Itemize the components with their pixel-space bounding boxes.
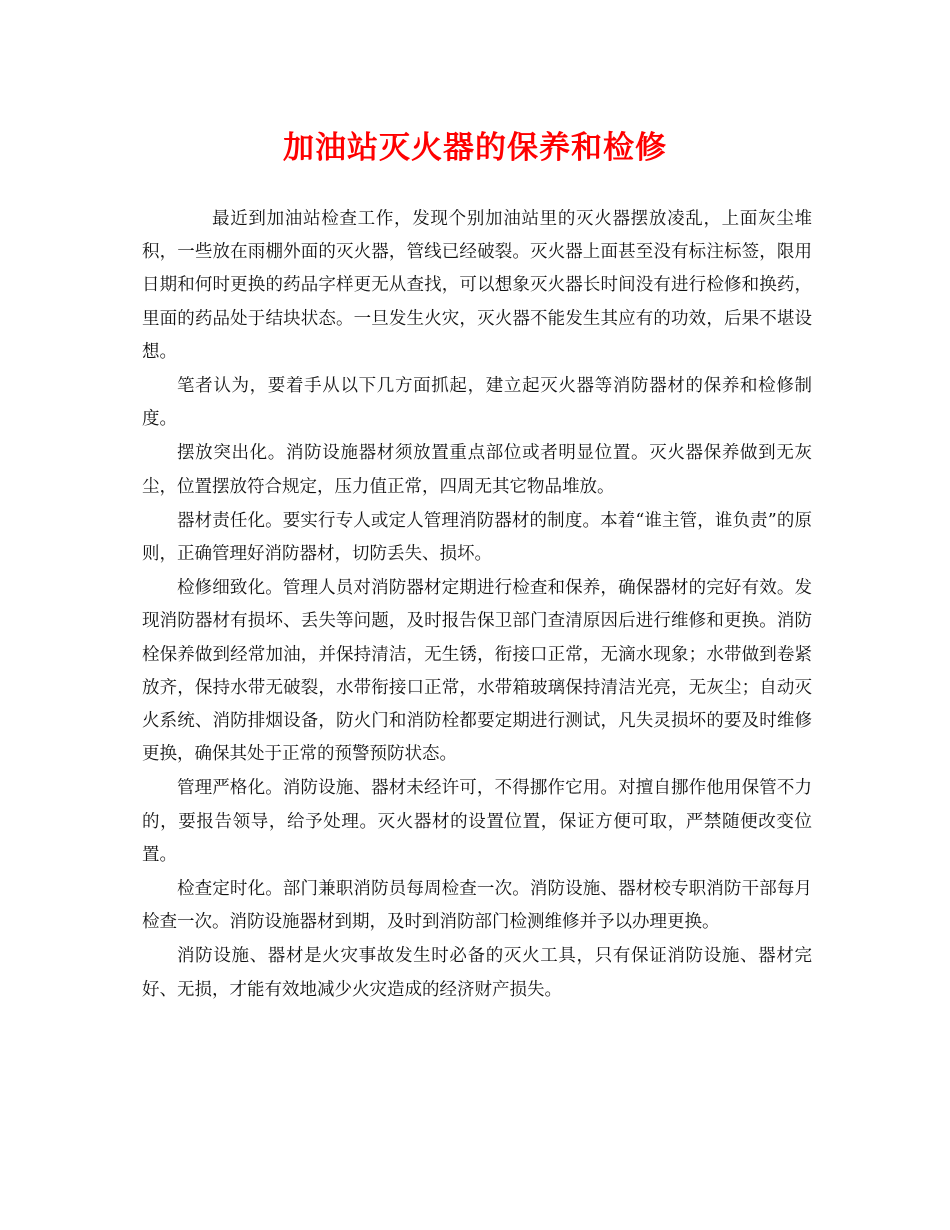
paragraph-inspection: 检查定时化。部门兼职消防员每周检查一次。消防设施、器材校专职消防干部每月检查一次。消防设施器材到期，及时到消防部门检测维修并予以办理更换。 [142,879,812,933]
paragraph-author-view: 笔者认为，要着手从以下几方面抓起，建立起灭火器等消防器材的保养和检修制度。 [142,376,812,430]
paragraph-management: 管理严格化。消防设施、器材未经许可，不得挪作它用。对擅自挪作他用保管不力的，要报告领导，给予处理。灭火器材的设置位置，保证方便可取，严禁随便改变位置。 [142,778,812,865]
paragraph-intro: 最近到加油站检查工作，发现个别加油站里的灭火器摆放凌乱，上面灰尘堆积，一些放在雨棚外面的灭火器，管线已经破裂。灭火器上面甚至没有标注标签，限用日期和何时更换的药品字样更无从查找，可以想象灭火器长时间没有进行检修和换药，里面的药品处于结块状态。一旦发生火灾，灭火器不能发生其应有的功效，后果不堪设想。 [142,209,812,362]
document-title: 加油站灭火器的保养和检修 [283,130,667,166]
paragraph-conclusion: 消防设施、器材是火灾事故发生时必备的灭火工具，只有保证消防设施、器材完好、无损，才能有效地减少火灾造成的经济财产损失。 [142,946,812,1000]
document-body [142,203,812,1008]
paragraph-maintenance: 检修细致化。管理人员对消防器材定期进行检查和保养，确保器材的完好有效。发现消防器材有损坏、丢失等问题，及时报告保卫部门查清原因后进行维修和更换。消防栓保养做到经常加油，并保持清洁，无生锈，衔接口正常，无滴水现象；水带做到卷紧放齐，保持水带无破裂，水带衔接口正常，水带箱玻璃保持清洁光亮，无灰尘；自动灭火系统、消防排烟设备，防火门和消防栓都要定期进行测试，凡失灵损坏的要及时维修更换，确保其处于正常的预警预防状态。 [142,578,812,765]
paragraph-responsibility: 器材责任化。要实行专人或定人管理消防器材的制度。本着“谁主管，谁负责”的原则，正确管理好消防器材，切防丢失、损坏。 [142,510,812,565]
paragraph-placement: 摆放突出化。消防设施器材须放置重点部位或者明显位置。灭火器保养做到无灰尘，位置摆放符合规定，压力值正常，四周无其它物品堆放。 [142,443,812,497]
